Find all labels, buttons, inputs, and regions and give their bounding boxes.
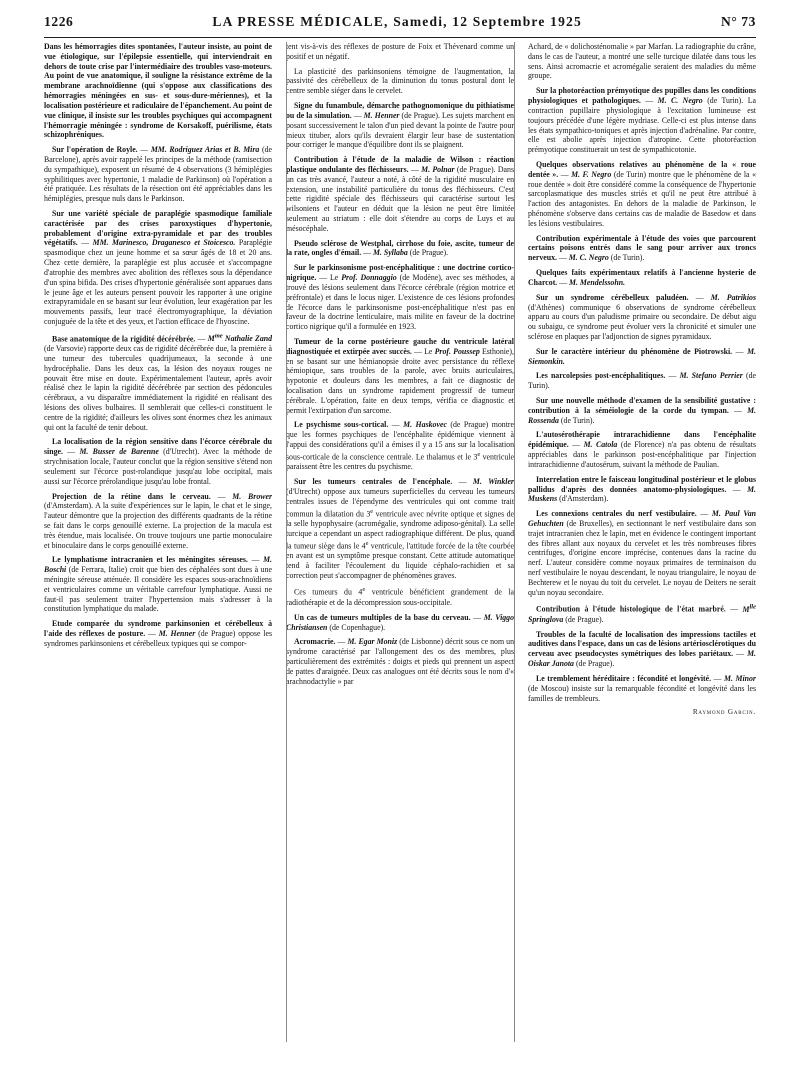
publication-title: LA PRESSE MÉDICALE, Samedi, 12 Septembre 1925 xyxy=(212,14,582,29)
column-2 xyxy=(286,42,514,1062)
paragraph: Contribution à l'étude histologique de l'état marbré. — $M^{lle}$ Springlova (de Prague). xyxy=(528,603,756,624)
paragraph: Interrelation entre le faisceau longitudinal postérieur et le globus pallidus d'après des données anatomo-physiologiques. — M. Muskens (d'Amsterdam). xyxy=(528,474,756,504)
paragraph: Sur une variété spéciale de paraplégie spasmodique familiale caractérisée par des crises paroxystiques d'hypertonie, probablement d'origine extra-pyramidale et par des troubles végétatifs. — MM. Marinesco, Draganesco et Stoicesco. Paraplégie spasmodique chez un jeune homme et sa sœur âgés de 18 et 20 ans. Chez cette dernière, la paraplégie est plus accusée et s'accompagne d'atrophie des membres avec abolition des réflexes sous la dépendance d'un spina bifida. Des crises d'hypertonie généralisée sont apparues dans le jeune âge et les auteurs pensent pouvoir les rapporter à une origine extrapyramidale en se basant sur leur évolution, leur exagération par les mouvements passifs, leur tracé électromyographique, la déviation conjuguée de la tête et des yeux, et l'action efficace de l'hyoscine. xyxy=(44,209,272,326)
column-1 xyxy=(44,42,272,1062)
page-header xyxy=(44,14,756,38)
paragraph: L'autosérothérapie intrarachidienne dans l'encéphalite épidémique. — M. Catola (de Florence) n'a pas obtenu de résultats appréciables dans le parkinson post-encéphalitique par l'injection intrarachidienne d'autosérum, suivant la méthode de Paulian. xyxy=(528,430,756,469)
paragraph: Troubles de la faculté de localisation des impressions tactiles et auditives dans l'espace, dans un cas de lésions artériosclérotiques du cerveau avec pseudocystes symétriques des lobes pariétaux. — M. Oiskar Janota (de Prague). xyxy=(528,629,756,669)
paragraph: Projection de la rétine dans le cerveau. — M. Brower (d'Amsterdam). A la suite d'expériences sur le lapin, le chat et le singe, l'auteur démontre que la projection des différents quadrants de la rétine se fait dans le corps genouillé externe. La projection de la macula est très étendue, mais localisée. On trouve toujours une partie monoculaire et binoculaire dans le corps genouillé externe. xyxy=(44,491,272,550)
paragraph: Les narcolepsies post-encéphalitiques. — M. Stefano Perrier (de Turin). xyxy=(528,371,756,391)
paragraph: Un cas de tumeurs multiples de la base du cerveau. — M. Viggo Christiansen (de Copenhague). xyxy=(286,612,514,632)
paragraph: Le lymphatisme intracranien et les méningites séreuses. — M. Boschi (de Ferrara, Italie) croit que bien des céphalées sont dues à une méningite séreuse atténuée. Il considère les espaces sous-arachnoïdiens et ventriculaires comme un véritable carrefour lymphatique. Aussi ne faut-il pas seulement traiter l'hypertension mais s'adresser à la constitution lymphatique du malade. xyxy=(44,555,272,614)
paragraph: Pseudo sclérose de Westphal, cirrhose du foie, ascite, tumeur de la rate, ongles d'émail. — M. Syllaba (de Prague). xyxy=(286,238,514,258)
paragraph: Sur le parkinsonisme post-encéphalitique : une doctrine cortico-nigrique. — Le Prof. Donnaggio (de Modène), avec ses méthodes, a trouvé des lésions seulement dans l'écorce cérébrale (région motrice et préfrontale) et dans le locus niger. L'existence de ces lésions profondes de l'écorce dans le parkinsonisme post-encéphalitique n'est pas en faveur de la doctrine lenticulaire, mais milite en faveur de la doctrine cortico nigrique qu'il a formulée en 1923. xyxy=(286,263,514,332)
paragraph: Acromacrie. — M. Egar Moniz (de Lisbonne) décrit sous ce nom un syndrome caractérisé par l'allongement des os des membres, plus particulièrement des extrémités : doigts et pieds qui prennent un aspect de pattes d'araignée. Deux cas analogues ont été décrits sous le nom d'« arachnodactylie » par xyxy=(286,637,514,686)
paragraph: Le psychisme sous-cortical. — M. Haskovec (de Prague) montre que les formes psychiques de l'encéphalite épidémique viennent à l'appui des considérations qu'il a émises il y a 15 ans sur la localisation sous-corticale de la conscience centrale. Le thalamus et le 3e ventricule paraissent être les centres du psychisme. xyxy=(286,420,514,472)
paragraph: Tumeur de la corne postérieure gauche du ventricule latéral diagnostiquée et extirpée avec succès. — Le Prof. Poussep Esthonie), en se basant sur une hémianopsie droite avec persistance du réflexe hémiopique, sans troubles de la parole, avec bruits auriculaires, hypotonie et douleurs dans les membres, a fait ce diagnostic de localisation dans un syndrome rapidement progressif de tumeur cérébrale. L'opération, faite en deux temps, vérifia ce diagnostic et permit l'extirpation d'un sarcome. xyxy=(286,336,514,415)
paragraph: Sur l'opération de Royle. — MM. Rodriguez Arias et B. Mira (de Barcelone), après avoir rappelé les principes de la méthode (ramisection du sympathique), exposent un résumé de 4 observations (3 hémiplégies syphilitiques avec hypertonie, 1 maladie de Parkinson) où l'opération a été pratiquée. Les résultats de la résection ont été appréciables dans les hémiplégies, presque nuls dans le Parkinson. xyxy=(44,145,272,204)
paragraph: Sur le caractère intérieur du phénomène de Piotrowski. — M. Siemonkin. xyxy=(528,346,756,366)
paragraph: Sur une nouvelle méthode d'examen de la sensibilité gustative : contribution à la séméiologie de la corde du tympan. — M. Rossenda (de Turin). xyxy=(528,396,756,425)
paragraph: Les connexions centrales du nerf vestibulaire. — M. Paul Van Gehuchten (de Bruxelles), en sectionnant le nerf vestibulaire dans son trajet intracranien chez le lapin, met en évidence le contingent important des fibres allant aux noyaux du cervelet et les très nombreuses fibres centrifuges, d'origine encore imprécise, contenues dans la racine du nerf. L'auteur considère comme noyaux primaires de terminaison du nerf vestibulaire le noyau descendant, le noyau triangulaire, le noyau de Bechterew et le noyau du toit du cervelet. Le noyau de Deiters ne serait qu'un noyau secondaire. xyxy=(528,509,756,597)
paragraph: tent vis-à-vis des réflexes de posture de Foix et Thévenard comme un positif et un négatif. xyxy=(286,42,514,61)
paragraph: Sur la photoréaction prémyotique des pupilles dans les conditions physiologiques et pathologiques. — M. C. Negro (de Turin). La contraction pupillaire physiologique à l'excitation lumineuse est toujours précédée d'une légère mydriase. Celle-ci est plus intense dans les états sympathico-toniques et après injection d'adrénaline. Par contre, elle est abolie après injection d'atropine. Cette photoréaction prémyotique constituerait un test de sympathicotonie. xyxy=(528,86,756,155)
paragraph: Ces tumeurs du 4e ventricule bénéficient grandement de la radiothérapie et de la décompression sous-occipitale. xyxy=(286,586,514,607)
column-divider xyxy=(514,42,515,1042)
author-signature: Raymond Garcin. xyxy=(692,708,756,717)
paragraph: Contribution à l'étude de la maladie de Wilson : réaction plastique ondulante des fléchisseurs. — M. Polnar (de Prague). Dans un cas très avancé, l'auteur a noté, à côté de la rigidité musculaire en extension, une instabilité particulière du tonus des fléchisseurs. C'est cette rigidité spéciale des fléchisseurs qui caractérise surtout les wilsoniens et l'auteur en déduit que la lésion ne peut être limitée seulement au striatum : elle doit s'étendre au corps de Luys et au mésocéphale. xyxy=(286,155,514,233)
paragraph: Le tremblement héréditaire : fécondité et longévité. — M. Minor (de Moscou) insiste sur la remarquable fécondité et longévité dans les familles de trembleurs. xyxy=(528,673,756,703)
paragraph: Quelques observations relatives au phénomène de la « roue dentée ». — M. F. Negro (de Turin) montre que le phénomène de la « roue dentée » doit être considéré comme la conséquence de l'hypertonie sarcoplasmatique des muscles striés et qu'il ne peut être attribué à l'action des antagonistes. En dehors de la maladie de Parkinson, le phénomène s'observe dans certains cas de maladie de Basedow et dans les lésions vestibulaires. xyxy=(528,159,756,228)
paragraph: Etude comparée du syndrome parkinsonien et cérébelleux à l'aide des réflexes de posture. — M. Henner (de Prague) oppose les syndromes parkinsoniens et cérébelleux typiques qui se compor- xyxy=(44,619,272,648)
paragraph: Base anatomique de la rigidité décérébrée. — $M^{me}$ Nathalie Zand (de Varsovie) rapporte deux cas de rigidité décérébrée due, la première à une tumeur des tubercules quadrijumeaux, la seconde à une hydrocéphalie. Dans les deux cas, la lésion des noyaux rouges ne pouvait être mise en doute. Expérimentalement l'auteur, après avoir réalisé chez le lapin la rigidité décérébrée par section des pédoncules cérébraux, a vu disparaître immédiatement la rigidité en réalisant des lésions des olives bulbaires. Il semblerait que celles-ci constituent le centre de la rigidité; d'ailleurs les olives sont énormes chez les animaux qui ont la faculté de tenir debout. xyxy=(44,332,272,432)
paragraph: La plasticité des parkinsoniens témoigne de l'augmentation, la passivité des cérébelleux de la diminution du tonus postural dont le centre semble siéger dans le cervelet. xyxy=(286,66,514,96)
paragraph: Quelques faits expérimentaux relatifs à l'ancienne hysterie de Charcot. — M. Mendelssohn. xyxy=(528,268,756,287)
article-columns xyxy=(44,42,756,1062)
paragraph: Signe du funambule, démarche pathognomonique du pithiatisme ou de la simulation. — M. Henner (de Prague). Les sujets marchent en posant successivement le talon d'un pied devant la pointe de l'autre pour mieux tituber, alors qu'ils devraient élargir leur base de sustentation pour corriger le manque d'équilibre dont ils se plaignent. xyxy=(286,101,514,150)
paragraph: Dans les hémorragies dites spontanées, l'auteur insiste, au point de vue étiologique, sur l'épilepsie essentielle, qui interviendrait en dehors de toute crise par l'intermédiaire des troubles vaso-moteurs. Au point de vue anatomique, il souligne la résistance extrême de la membrane arachnoïdienne (qui s'oppose aux classifications des hémorragies méningées en sus- et sous-dure-mériennes), et la localisation postérieure et radiculaire de l'épanchement. Au point de vue clinique, il insiste sur les troubles psychiques qui accompagnent l'hémorragie méningée : syndrome de Korsakoff, puérilisme, états schizophréniques. xyxy=(44,42,272,140)
column-divider xyxy=(286,42,287,1042)
paragraph: La localisation de la région sensitive dans l'écorce cérébrale du singe. — M. Busser de Barenne (d'Utrecht). Avec la méthode de strychnisation locale, l'auteur conclut que la région sensitive s'étend non seulement sur l'écorce post-rolandique jusqu'au lobe occipital, mais aussi sur l'écorce prérolandique jusqu'au lobe frontal. xyxy=(44,437,272,486)
issue-number: N° 73 xyxy=(720,14,756,29)
paragraph: Achard, de « dolichosténomalie » par Marfan. La radiographie du crâne, dans le cas de l'auteur, a montré une selle turcique dilatée dans tous les sens. Ainsi acromacrie et acromégalie seraient des maladies du même groupe. xyxy=(528,42,756,81)
paragraph: Sur les tumeurs centrales de l'encéphale. — M. Winkler (d'Utrecht) oppose aux tumeurs superficielles du cerveau les tumeurs centrales issues de l'épendyme des ventricules qui ont comme trait commun la dilatation du 3e ventricule avec névrite optique et signes de la selle hypophysaire (acromégalie, syndrome adiposo-génital). La selle turcique a cependant un aspect radiographique différent. De plus, quand la tumeur siège dans le 4e ventricule, l'attitude forcée de la tête courbée en avant est un symptôme presque constant. Cette attitude automatique tend à faciliter l'écoulement du liquide céphalo-rachidien et sa correction peut s'accompagner de phénomènes graves. xyxy=(286,477,514,580)
paragraph: Contribution expérimentale à l'étude des voies que parcourent certains poisons entrés dans le sang pour arriver aux troncs nerveux. — M. C. Negro (de Turin). xyxy=(528,233,756,263)
paragraph: Sur un syndrome cérébelleux paludéen. — M. Patrikios (d'Athènes) communique 6 observations de syndrome cérébelleux apparu au cours d'un paludisme primaire ou secondaire. De début aigu ou subaigu, ce syndrome peut évoluer vers la chronicité et simuler une sclérose en plaques par l'adjonction de signes pyramidaux. xyxy=(528,292,756,341)
column-3 xyxy=(528,42,756,1062)
page-number: 1226 xyxy=(44,14,74,29)
